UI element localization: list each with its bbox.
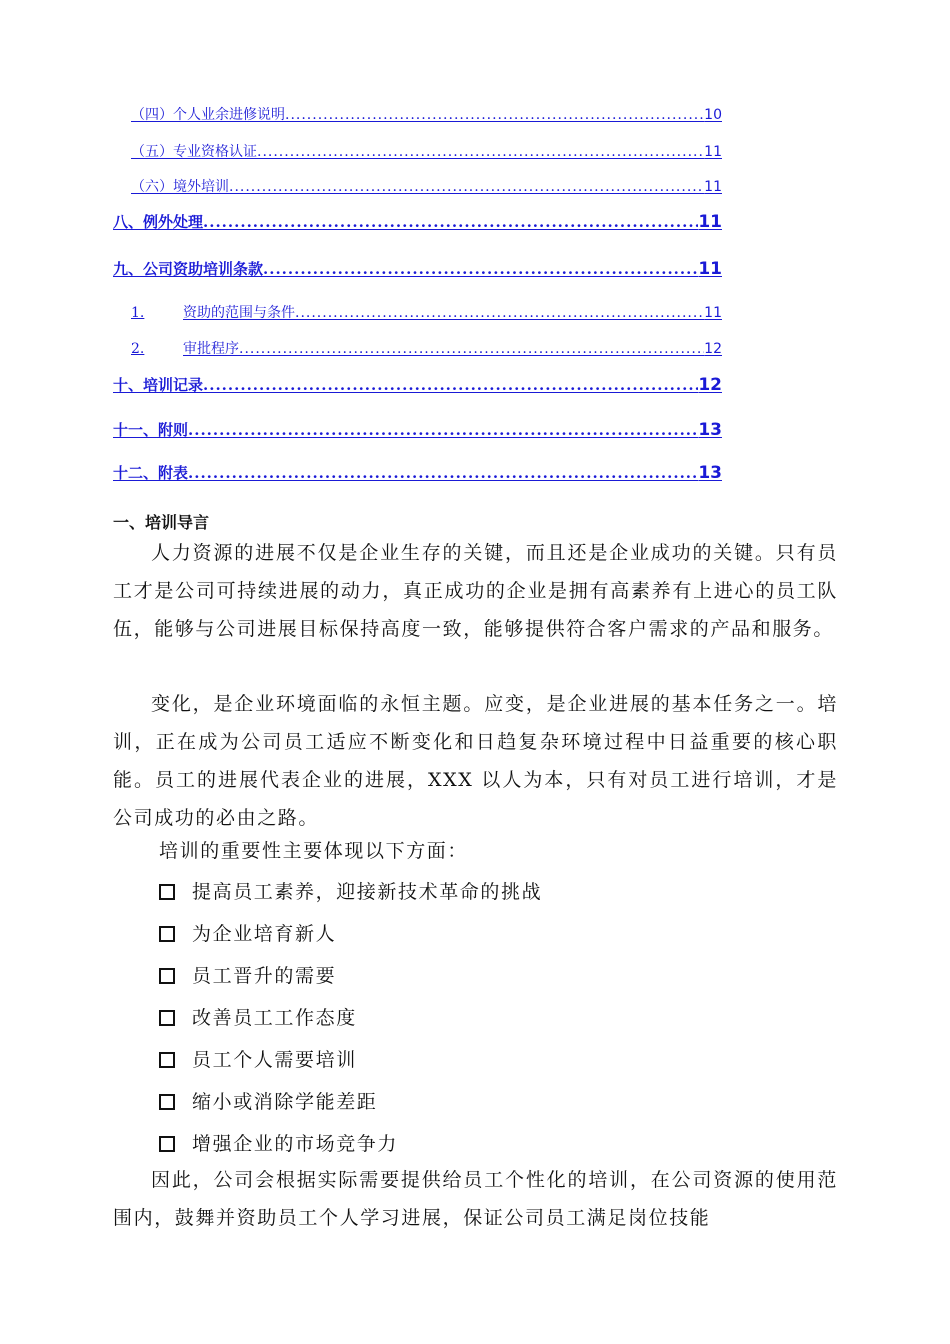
toc-page-number: 12 xyxy=(698,375,722,395)
toc-leader-dots xyxy=(188,464,698,482)
toc-entry[interactable] xyxy=(131,104,722,124)
intro-line: 培训的重要性主要体现以下方面： xyxy=(159,840,469,862)
toc-entry[interactable] xyxy=(113,258,722,279)
list-item xyxy=(159,1081,542,1123)
toc-leader-dots xyxy=(257,144,704,160)
toc-leader-dots xyxy=(285,107,704,123)
toc-entry-label: 资助的范围与条件 xyxy=(183,305,295,321)
toc-leader-dots xyxy=(239,341,704,357)
list-item-text: 为企业培育新人 xyxy=(192,923,337,945)
list-item-text: 员工个人需要培训 xyxy=(192,1049,357,1071)
toc-page-number: 11 xyxy=(704,144,722,160)
toc-leader-dots xyxy=(203,213,698,231)
toc-entry-label: 十一、附则 xyxy=(113,421,189,439)
toc-entry-label: 九、公司资助培训条款 xyxy=(113,260,264,278)
toc-leader-dots xyxy=(263,260,698,278)
list-item-text: 缩小或消除学能差距 xyxy=(192,1091,378,1113)
checkbox-square-icon xyxy=(159,1052,175,1068)
toc-page-number: 13 xyxy=(698,463,722,483)
toc-entry[interactable] xyxy=(131,338,722,358)
toc-page-number: 11 xyxy=(698,212,722,232)
bullet-list xyxy=(159,871,542,1165)
paragraph: 因此，公司会根据实际需要提供给员工个性化的培训，在公司资源的使用范围内，鼓舞并资助员工个人学习进展，保证公司员工满足岗位技能 xyxy=(113,1169,838,1229)
list-item xyxy=(159,913,542,955)
paragraph: 变化，是企业环境面临的永恒主题。应变，是企业进展的基本任务之一。培训，正在成为公司员工适应不断变化和日趋复杂环境过程中日益重要的核心职能。员工的进展代表企业的进展，XXX 以人为本，只有对员工进行培训，才是公司成功的必由之路。 xyxy=(113,693,838,829)
toc-entry[interactable] xyxy=(113,462,722,483)
list-item-text: 提高员工素养，迎接新技术革命的挑战 xyxy=(192,881,543,903)
list-item xyxy=(159,1123,542,1165)
toc-entry-label: （四）个人业余进修说明 xyxy=(131,107,285,123)
toc-leader-dots xyxy=(203,376,698,394)
toc-page-number: 11 xyxy=(704,305,722,321)
toc-entry[interactable] xyxy=(113,211,722,232)
toc-entry[interactable] xyxy=(113,374,722,395)
list-item xyxy=(159,997,542,1039)
list-item-text: 改善员工工作态度 xyxy=(192,1007,357,1029)
checkbox-square-icon xyxy=(159,968,175,984)
toc-entry-label: 十二、附表 xyxy=(113,464,189,482)
list-item xyxy=(159,1039,542,1081)
list-item xyxy=(159,955,542,997)
toc-leader-dots xyxy=(229,179,704,195)
toc-entry-number: 2. xyxy=(131,341,145,357)
section-heading: 一、培训导言 xyxy=(113,513,210,532)
toc-page-number: 11 xyxy=(698,259,722,279)
toc-page-number: 11 xyxy=(704,179,722,195)
toc-entry-label: 审批程序 xyxy=(183,341,239,357)
toc-entry[interactable] xyxy=(131,176,722,196)
checkbox-square-icon xyxy=(159,1010,175,1026)
toc-entry[interactable] xyxy=(131,141,722,161)
toc-leader-dots xyxy=(295,305,704,321)
list-item xyxy=(159,871,542,913)
list-item-text: 增强企业的市场竞争力 xyxy=(192,1133,399,1155)
toc-page-number: 10 xyxy=(704,107,722,123)
toc-entry-label: 十、培训记录 xyxy=(113,376,204,394)
toc-page-number: 13 xyxy=(698,420,722,440)
toc-entry[interactable] xyxy=(131,302,722,322)
toc-entry-label: （六）境外培训 xyxy=(131,179,229,195)
checkbox-square-icon xyxy=(159,884,175,900)
toc-entry[interactable] xyxy=(113,419,722,440)
toc-entry-number: 1. xyxy=(131,305,145,321)
checkbox-square-icon xyxy=(159,1094,175,1110)
toc-entry-label: （五）专业资格认证 xyxy=(131,144,257,160)
list-item-text: 员工晋升的需要 xyxy=(192,965,337,987)
checkbox-square-icon xyxy=(159,1136,175,1152)
toc-entry-label: 八、例外处理 xyxy=(113,213,204,231)
toc-leader-dots xyxy=(188,421,698,439)
paragraph: 人力资源的进展不仅是企业生存的关键，而且还是企业成功的关键。只有员工才是公司可持续进展的动力，真正成功的企业是拥有高素养有上进心的员工队伍，能够与公司进展目标保持高度一致，能够提供符合客户需求的产品和服务。 xyxy=(113,542,838,640)
checkbox-square-icon xyxy=(159,926,175,942)
toc-page-number: 12 xyxy=(704,341,722,357)
